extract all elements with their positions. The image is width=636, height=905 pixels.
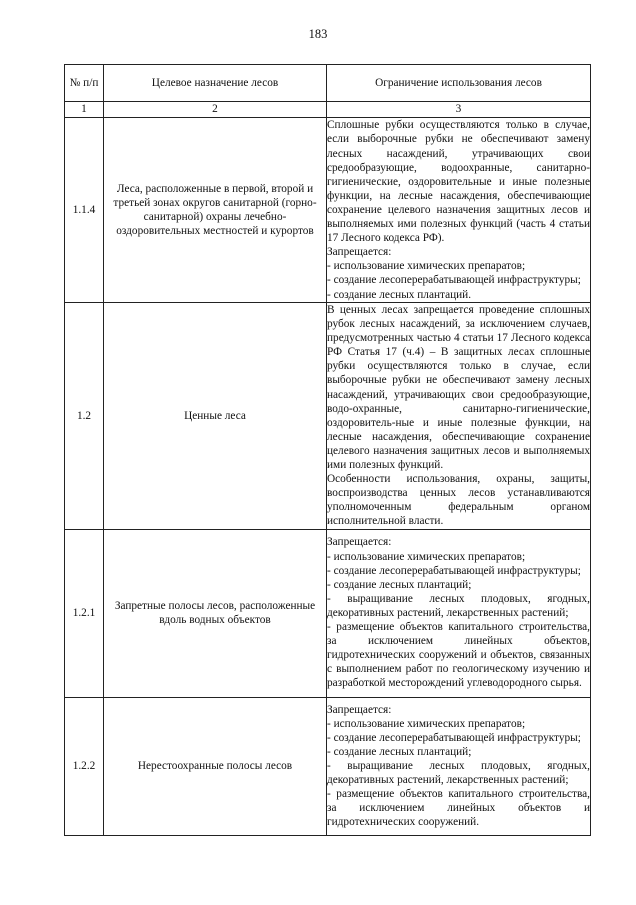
- table-row: [65, 697, 591, 835]
- forest-purpose: Леса, расположенные в первой, второй и третьей зонах округов санитарной (горно-санитарной) охраны лечебно-оздоровительных местностей и курортов: [104, 118, 327, 303]
- table-row: [65, 118, 591, 303]
- prohibited-item: - использование химических препаратов;: [327, 717, 590, 731]
- table-row: [65, 303, 591, 530]
- prohibited-item: - размещение объектов капитального строительства, за исключением линейных объектов и гидротехнических сооружений.: [327, 787, 590, 829]
- prohibited-item: - выращивание лесных плодовых, ягодных, декоративных растений, лекарственных растений;: [327, 592, 590, 620]
- usage-restrictions: [327, 529, 591, 697]
- restriction-paragraph: Запрещается:: [327, 246, 392, 259]
- row-number: 1.2.1: [65, 529, 104, 697]
- usage-restrictions: [327, 303, 591, 530]
- restriction-paragraph: Сплошные рубки осуществляются только в случае, если выборочные рубки не обеспечивают замену лесных насаждений, утрачивающих свои средообразующие, водоохранные, санитарно-гигиенические, оздоровительные и иные полезные функции, на лесные насаждения, обеспечивающие сохранение целевого назначения защитных лесов и выполняемых ими полезных функций (часть 4 статьи 17 Лесного кодекса РФ).: [327, 119, 590, 245]
- table-row: [65, 529, 591, 697]
- column-number-1: 1: [65, 102, 104, 118]
- column-number-2: 2: [104, 102, 327, 118]
- header-purpose: Целевое назначение лесов: [104, 65, 327, 102]
- header-number: № п/п: [65, 65, 104, 102]
- prohibited-item: - создание лесных плантаций.: [327, 288, 590, 302]
- forest-purpose: Ценные леса: [104, 303, 327, 530]
- prohibited-item: - создание лесоперерабатывающей инфраструктуры;: [327, 564, 590, 578]
- prohibited-item: - создание лесоперерабатывающей инфраструктуры;: [327, 273, 590, 287]
- prohibited-item: - размещение объектов капитального строительства, за исключением линейных объектов, гидротехнических сооружений и объектов, связанных с выполнением работ по геологическому изучению и разработкой месторождений углеводородного сырья.: [327, 620, 590, 690]
- forest-restrictions-table: [64, 64, 591, 836]
- prohibited-item: - выращивание лесных плодовых, ягодных, декоративных растений, лекарственных растений;: [327, 759, 590, 787]
- restriction-paragraph: В ценных лесах запрещается проведение сплошных рубок лесных насаждений, за исключением случаев, предусмотренных частью 4 статьи 17 Лесного кодекса РФ Статья 17 (ч.4) – В защитных лесах сплошные рубки осуществляются только в случае, если выборочные рубки не обеспечивают замену лесных насаждений, утрачивающих свои средообразующие, водо-охранные, санитарно-гигиенические, оздоровитель-ные и иные полезные функции, на лесные насаждения, обеспечивающие сохранение целевого назначения защитных лесов и выполняемых ими полезных функций.: [327, 304, 590, 472]
- restriction-paragraph: Запрещается:: [327, 536, 392, 549]
- usage-restrictions: [327, 118, 591, 303]
- row-number: 1.2: [65, 303, 104, 530]
- forest-purpose: Запретные полосы лесов, расположенные вдоль водных объектов: [104, 529, 327, 697]
- prohibited-list: [327, 717, 590, 830]
- prohibited-item: - использование химических препаратов;: [327, 550, 590, 564]
- page-number: 183: [308, 27, 328, 41]
- column-number-3: 3: [327, 102, 591, 118]
- usage-restrictions: [327, 697, 591, 835]
- row-number: 1.2.2: [65, 697, 104, 835]
- prohibited-item: - создание лесных плантаций;: [327, 578, 590, 592]
- prohibited-item: - создание лесных плантаций;: [327, 745, 590, 759]
- restriction-paragraph: Особенности использования, охраны, защиты, воспроизводства ценных лесов устанавливаются уполномоченным федеральным органом исполнительной власти.: [327, 473, 590, 528]
- forest-purpose: Нерестоохранные полосы лесов: [104, 697, 327, 835]
- prohibited-list: [327, 550, 590, 691]
- prohibited-item: - использование химических препаратов;: [327, 259, 590, 273]
- column-number-row: [65, 102, 591, 118]
- prohibited-item: - создание лесоперерабатывающей инфраструктуры;: [327, 731, 590, 745]
- prohibited-list: [327, 259, 590, 301]
- row-number: 1.1.4: [65, 118, 104, 303]
- header-restrictions: Ограничение использования лесов: [327, 65, 591, 102]
- restriction-paragraph: Запрещается:: [327, 703, 392, 716]
- header-row: [65, 65, 591, 102]
